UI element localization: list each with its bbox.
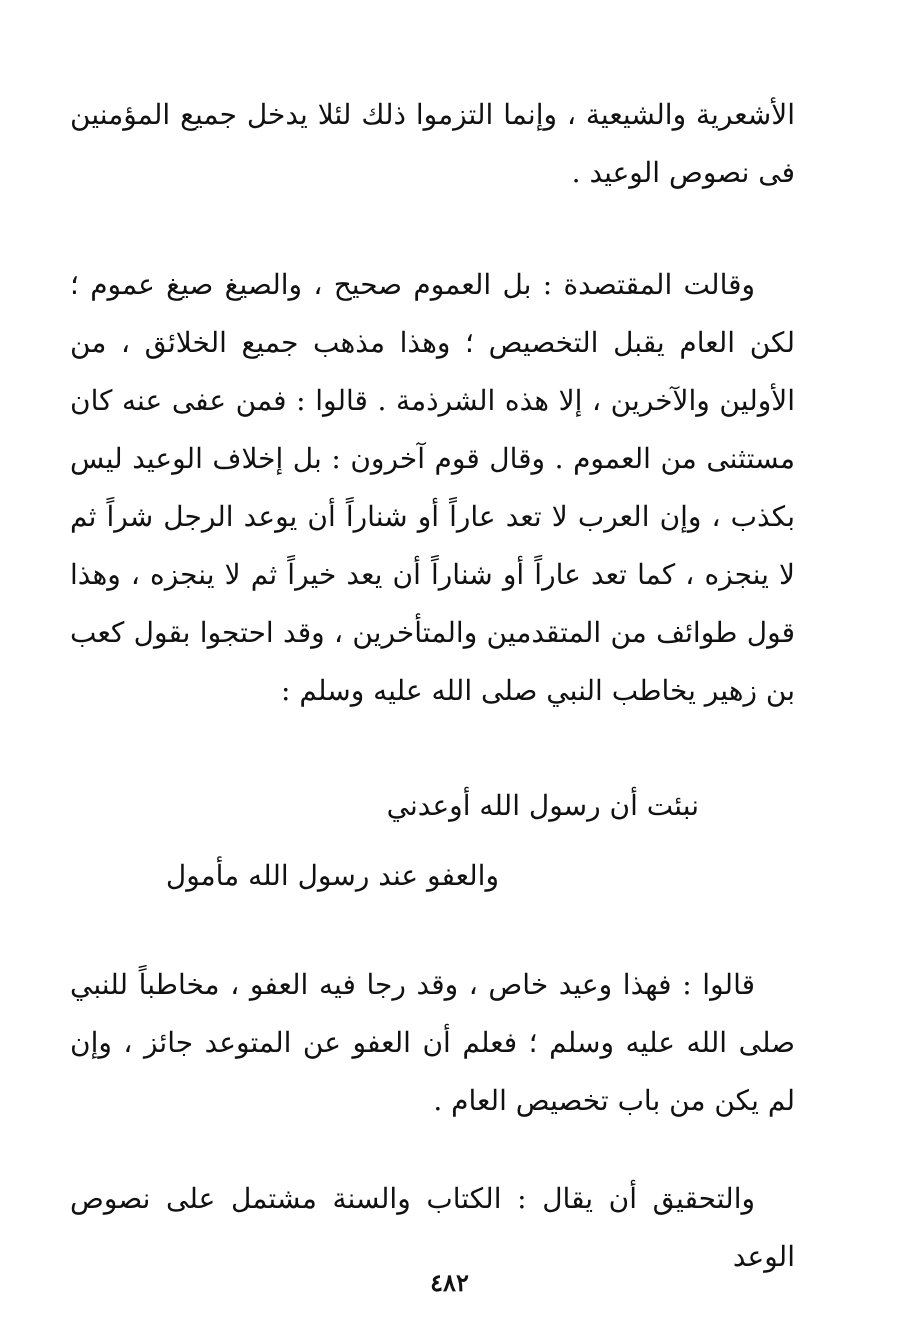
page-number: ٤٨٢ [430, 1268, 469, 1297]
paragraph-2: وقالت المقتصدة : بل العموم صحيح ، والصيغ صيغ عموم ؛ لكن العام يقبل التخصيص ؛ وهذا مذهب جميع الخلائق ، من الأولين والآخرين ، إلا هذه الشرذمة . قالوا : فمن عفى عنه كان مستثنى من العموم . وقال قوم آخرون : بل إخلاف الوعيد ليس بكذب ، وإن العرب لا تعد عاراً أو شناراً أن يوعد الرجل شراً ثم لا ينجزه ، كما تعد عاراً أو شناراً أن يعد خيراً ثم لا ينجزه ، وهذا قول طوائف من المتقدمين والمتأخرين ، وقد احتجوا بقول كعب بن زهير يخاطب النبي صلى الله عليه وسلم : [70, 268, 795, 707]
paragraph-1: الأشعرية والشيعية ، وإنما التزموا ذلك لئلا يدخل جميع المؤمنين فى نصوص الوعيد . [70, 98, 795, 189]
verse-line-2: والعفو عند رسول الله مأمول [165, 859, 499, 892]
verse-line-1: نبئت أن رسول الله أوعدني [386, 789, 699, 822]
paragraph-3: قالوا : فهذا وعيد خاص ، وقد رجا فيه العفو ، مخاطباً للنبي صلى الله عليه وسلم ؛ فعلم أن العفو عن المتوعد جائز ، وإن لم يكن من باب تخصيص العام . [70, 968, 795, 1117]
paragraph-4: والتحقيق أن يقال : الكتاب والسنة مشتمل على نصوص الوعد [70, 1182, 795, 1273]
